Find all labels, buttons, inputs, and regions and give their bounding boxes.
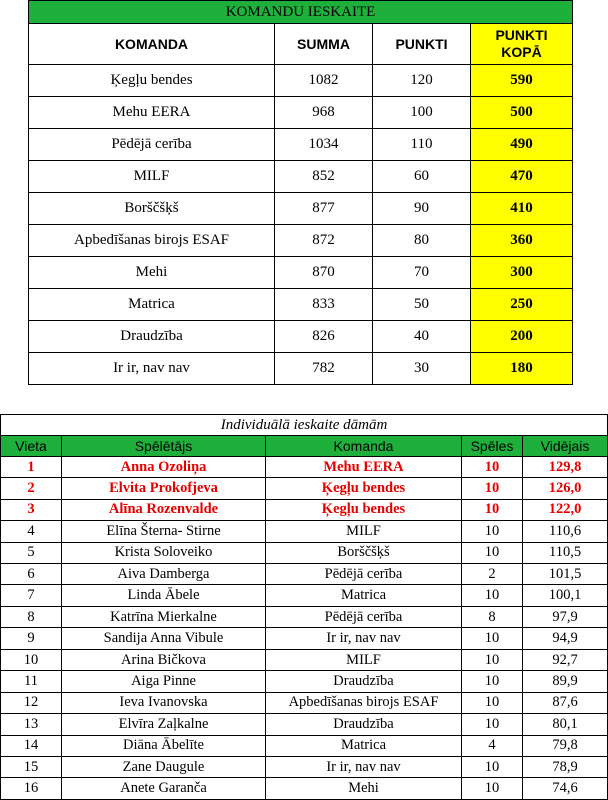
player-cell: Anna Ozoliņa — [62, 456, 266, 477]
player-cell: Alīna Rozenvalde — [62, 499, 266, 520]
team-name-cell: Pēdējā cerība — [29, 129, 275, 161]
team-cell: Ir ir, nav nav — [266, 756, 462, 777]
average-cell: 110,5 — [523, 542, 608, 563]
player-cell: Katrīna Mierkalne — [62, 606, 266, 627]
games-cell: 10 — [462, 585, 523, 606]
player-row — [1, 756, 608, 777]
punkti-cell: 40 — [373, 321, 471, 353]
team-name-cell: Apbedīšanas birojs ESAF — [29, 225, 275, 257]
place-cell: 1 — [1, 456, 62, 477]
games-cell: 10 — [462, 628, 523, 649]
average-cell: 92,7 — [523, 649, 608, 670]
punkti-cell: 50 — [373, 289, 471, 321]
player-cell: Aiga Pinne — [62, 671, 266, 692]
summa-cell: 1082 — [275, 65, 373, 97]
team-header-row — [29, 24, 573, 65]
player-row — [1, 521, 608, 542]
team-cell: Pēdējā cerība — [266, 564, 462, 585]
place-cell: 16 — [1, 778, 62, 800]
player-cell: Elīna Šterna- Stirne — [62, 521, 266, 542]
place-cell: 2 — [1, 478, 62, 499]
punkti-cell: 120 — [373, 65, 471, 97]
average-cell: 126,0 — [523, 478, 608, 499]
games-cell: 8 — [462, 606, 523, 627]
header-videjais: Vidējais — [523, 436, 608, 456]
team-row — [29, 65, 573, 97]
average-cell: 97,9 — [523, 606, 608, 627]
player-cell: Diāna Ābelīte — [62, 735, 266, 756]
place-cell: 12 — [1, 692, 62, 713]
team-title-row — [29, 1, 573, 24]
punkti-cell: 60 — [373, 161, 471, 193]
player-row — [1, 692, 608, 713]
summa-cell: 782 — [275, 353, 373, 385]
team-cell: Mehu EERA — [266, 456, 462, 477]
punkti-kopa-cell: 590 — [471, 65, 573, 97]
games-cell: 4 — [462, 735, 523, 756]
place-cell: 11 — [1, 671, 62, 692]
team-cell: Pēdējā cerība — [266, 606, 462, 627]
average-cell: 100,1 — [523, 585, 608, 606]
header-vieta: Vieta — [1, 436, 62, 456]
team-cell: MILF — [266, 521, 462, 542]
team-row — [29, 289, 573, 321]
punkti-kopa-cell: 470 — [471, 161, 573, 193]
header-punkti-kopa: PUNKTI KOPĀ — [471, 24, 573, 65]
player-row — [1, 671, 608, 692]
player-row — [1, 456, 608, 477]
team-row — [29, 193, 573, 225]
header-speles: Spēles — [462, 436, 523, 456]
punkti-cell: 90 — [373, 193, 471, 225]
team-row — [29, 353, 573, 385]
place-cell: 14 — [1, 735, 62, 756]
team-cell: Draudzība — [266, 714, 462, 735]
player-row — [1, 542, 608, 563]
place-cell: 13 — [1, 714, 62, 735]
games-cell: 10 — [462, 714, 523, 735]
games-cell: 10 — [462, 756, 523, 777]
player-cell: Sandija Anna Vibule — [62, 628, 266, 649]
place-cell: 9 — [1, 628, 62, 649]
player-row — [1, 714, 608, 735]
place-cell: 7 — [1, 585, 62, 606]
place-cell: 6 — [1, 564, 62, 585]
punkti-kopa-cell: 200 — [471, 321, 573, 353]
place-cell: 8 — [1, 606, 62, 627]
summa-cell: 877 — [275, 193, 373, 225]
player-cell: Ieva Ivanovska — [62, 692, 266, 713]
individual-women-table — [0, 414, 608, 800]
player-row — [1, 628, 608, 649]
average-cell: 101,5 — [523, 564, 608, 585]
player-cell: Zane Daugule — [62, 756, 266, 777]
average-cell: 74,6 — [523, 778, 608, 800]
summa-cell: 833 — [275, 289, 373, 321]
team-cell: Draudzība — [266, 671, 462, 692]
average-cell: 94,9 — [523, 628, 608, 649]
header-punkti: PUNKTI — [373, 24, 471, 65]
team-name-cell: Borščšķš — [29, 193, 275, 225]
punkti-cell: 100 — [373, 97, 471, 129]
team-row — [29, 97, 573, 129]
player-cell: Aiva Damberga — [62, 564, 266, 585]
games-cell: 10 — [462, 499, 523, 520]
punkti-kopa-cell: 500 — [471, 97, 573, 129]
team-name-cell: Matrica — [29, 289, 275, 321]
place-cell: 4 — [1, 521, 62, 542]
average-cell: 78,9 — [523, 756, 608, 777]
team-cell: Borščšķš — [266, 542, 462, 563]
player-cell: Elvita Prokofjeva — [62, 478, 266, 499]
player-cell: Elvīra Zaļkalne — [62, 714, 266, 735]
games-cell: 10 — [462, 649, 523, 670]
team-name-cell: Mehu EERA — [29, 97, 275, 129]
team-standings-table — [28, 0, 573, 385]
player-cell: Anete Garanča — [62, 778, 266, 800]
team-row — [29, 225, 573, 257]
punkti-cell: 80 — [373, 225, 471, 257]
summa-cell: 1034 — [275, 129, 373, 161]
team-cell: Apbedīšanas birojs ESAF — [266, 692, 462, 713]
individual-title-row — [1, 415, 608, 436]
games-cell: 10 — [462, 692, 523, 713]
individual-table-title: Individuālā ieskaite dāmām — [1, 415, 608, 436]
punkti-kopa-cell: 300 — [471, 257, 573, 289]
punkti-kopa-cell: 360 — [471, 225, 573, 257]
average-cell: 87,6 — [523, 692, 608, 713]
player-row — [1, 778, 608, 800]
average-cell: 89,9 — [523, 671, 608, 692]
player-row — [1, 499, 608, 520]
team-cell: Ķegļu bendes — [266, 499, 462, 520]
team-cell: Matrica — [266, 585, 462, 606]
header-komanda: Komanda — [266, 436, 462, 456]
header-speletajs: Spēlētājs — [62, 436, 266, 456]
team-cell: Matrica — [266, 735, 462, 756]
summa-cell: 872 — [275, 225, 373, 257]
team-row — [29, 161, 573, 193]
games-cell: 10 — [462, 778, 523, 800]
team-row — [29, 321, 573, 353]
games-cell: 2 — [462, 564, 523, 585]
team-row — [29, 257, 573, 289]
games-cell: 10 — [462, 542, 523, 563]
team-cell: MILF — [266, 649, 462, 670]
punkti-cell: 70 — [373, 257, 471, 289]
individual-header-row — [1, 436, 608, 456]
header-summa: SUMMA — [275, 24, 373, 65]
summa-cell: 870 — [275, 257, 373, 289]
games-cell: 10 — [462, 671, 523, 692]
team-cell: Ķegļu bendes — [266, 478, 462, 499]
team-name-cell: Mehi — [29, 257, 275, 289]
punkti-kopa-cell: 490 — [471, 129, 573, 161]
team-name-cell: Ir ir, nav nav — [29, 353, 275, 385]
games-cell: 10 — [462, 521, 523, 542]
place-cell: 5 — [1, 542, 62, 563]
punkti-kopa-cell: 180 — [471, 353, 573, 385]
summa-cell: 852 — [275, 161, 373, 193]
average-cell: 129,8 — [523, 456, 608, 477]
player-row — [1, 478, 608, 499]
team-name-cell: MILF — [29, 161, 275, 193]
summa-cell: 826 — [275, 321, 373, 353]
team-cell: Ir ir, nav nav — [266, 628, 462, 649]
player-cell: Arina Bičkova — [62, 649, 266, 670]
average-cell: 79,8 — [523, 735, 608, 756]
place-cell: 3 — [1, 499, 62, 520]
player-row — [1, 649, 608, 670]
team-row — [29, 129, 573, 161]
team-name-cell: Draudzība — [29, 321, 275, 353]
player-row — [1, 606, 608, 627]
team-table-title: KOMANDU IESKAITE — [29, 1, 573, 24]
header-komanda: KOMANDA — [29, 24, 275, 65]
punkti-kopa-cell: 250 — [471, 289, 573, 321]
average-cell: 80,1 — [523, 714, 608, 735]
team-name-cell: Ķegļu bendes — [29, 65, 275, 97]
average-cell: 122,0 — [523, 499, 608, 520]
punkti-kopa-cell: 410 — [471, 193, 573, 225]
player-row — [1, 735, 608, 756]
player-cell: Krista Soloveiko — [62, 542, 266, 563]
player-row — [1, 585, 608, 606]
player-cell: Linda Ābele — [62, 585, 266, 606]
games-cell: 10 — [462, 478, 523, 499]
place-cell: 15 — [1, 756, 62, 777]
average-cell: 110,6 — [523, 521, 608, 542]
player-row — [1, 564, 608, 585]
punkti-cell: 110 — [373, 129, 471, 161]
punkti-cell: 30 — [373, 353, 471, 385]
team-cell: Mehi — [266, 778, 462, 800]
summa-cell: 968 — [275, 97, 373, 129]
place-cell: 10 — [1, 649, 62, 670]
games-cell: 10 — [462, 456, 523, 477]
